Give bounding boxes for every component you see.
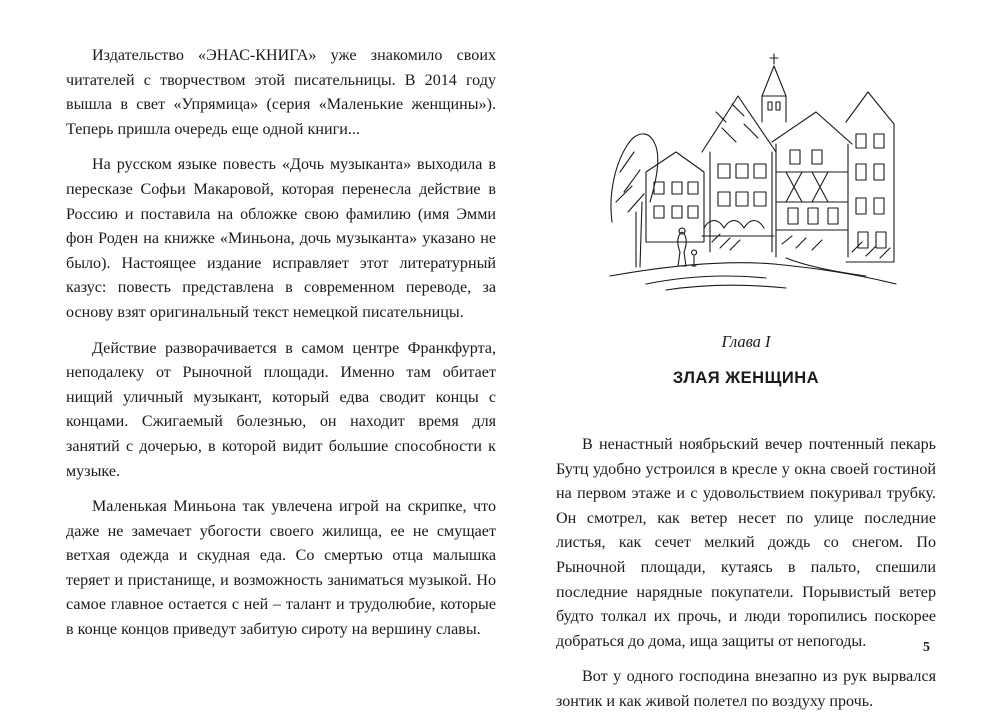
paragraph: Издательство «ЭНАС-КНИГА» уже знакомило своих читателей с творчеством этой писательницы. В 2014 году вышла в свет «Упрямица» (серия «Маленькие женщины»). Теперь пришла очередь еще одной книги...	[66, 47, 496, 138]
paragraph: На русском языке повесть «Дочь музыканта» выходила в пересказе Софьи Макаровой, которая перенесла действие в Россию и поставила на обложке свою фамилию (имя Эмми фон Роден на книжке «Миньона, дочь музыканта» указано не было). Настоящее издание исправляет этот литературный казус: повесть представлена в современном переводе, за основу взят оригинальный текст немецкой писательницы.	[66, 156, 496, 321]
page-number: 5	[923, 640, 930, 655]
right-page	[556, 0, 936, 714]
paragraph: Вот у одного господина внезапно из рук вырвался зонтик и как живой полетел по воздуху прочь.	[556, 668, 936, 710]
paragraph: В ненастный ноябрьский вечер почтенный пекарь Бутц удобно устроился в кресле у окна своей гостиной на первом этаже и с удовольствием покуривал трубку. Он смотрел, как ветер несет по улице последние листья, как сечет мелкий дождь со снегом. По Рыночной площади, кутаясь в пальто, спешили последние нарядные покупатели. Порывистый ветер будто толкал их прочь, и люди торопились поскорее добраться до дома, ища защиты от непогоды.	[556, 436, 936, 650]
paragraph: Маленькая Миньона так увлечена игрой на скрипке, что даже не замечает убогости своего жилища, ее не смущает ветхая одежда и скудная еда. Со смертью отца малышка теряет и пристанище, и возможность заниматься музыкой. Но самое главное остается с ней – талант и трудолюбие, которые в конце концов приведут забитую сироту на вершину славы.	[66, 498, 496, 639]
left-page-text	[66, 44, 496, 654]
paragraph: Действие разворачивается в самом центре Франкфурта, неподалеку от Рыночной площади. Именно там обитает нищий уличный музыкант, который едва сводит концы с концами. Сжигаемый болезнью, он находит время для занятий с дочерью, в которой видит большие способности к музыке.	[66, 339, 496, 480]
chapter-title: ЗЛАЯ ЖЕНЩИНА	[672, 369, 820, 387]
chapter-label: Глава I	[721, 332, 771, 351]
old-town-street-sketch-icon	[606, 52, 898, 292]
left-page	[66, 0, 496, 714]
right-page-text	[556, 433, 936, 726]
